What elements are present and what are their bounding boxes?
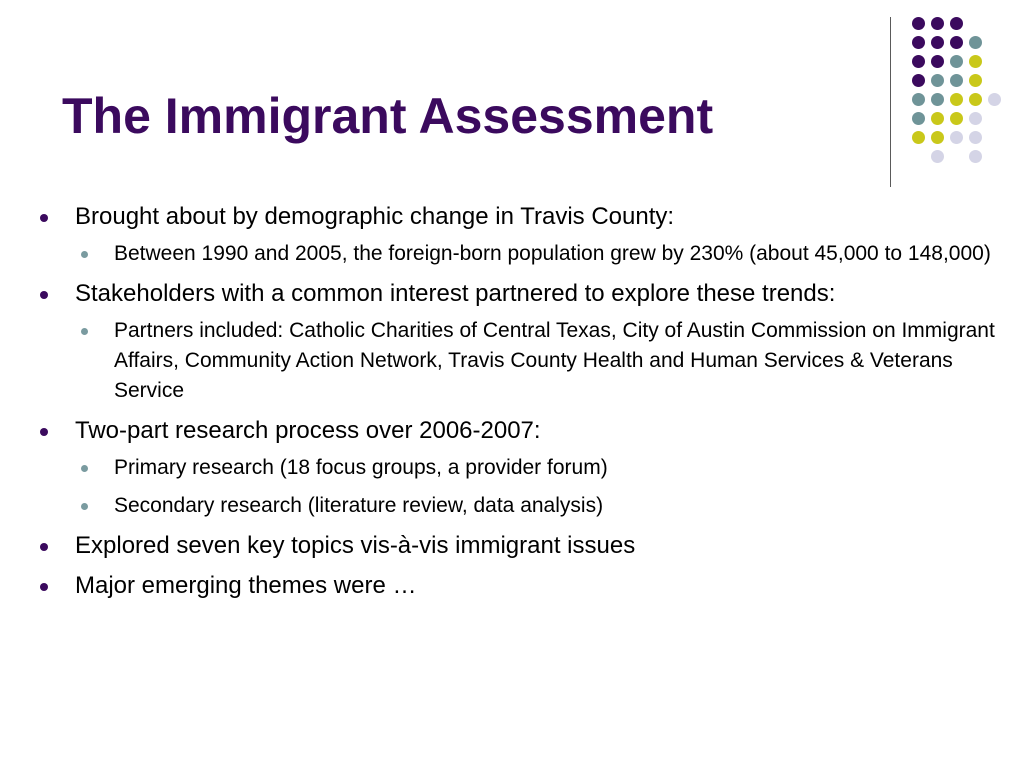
bullet-list	[40, 202, 995, 611]
decorative-dot	[931, 93, 944, 106]
sub-bullet-item	[75, 491, 995, 521]
sub-bullet-icon	[81, 503, 88, 510]
decorative-dot	[950, 17, 963, 30]
decorative-dot	[931, 150, 944, 163]
decorative-dot	[969, 150, 982, 163]
bullet-item	[40, 202, 995, 269]
decorative-dot	[912, 93, 925, 106]
sub-bullet-text: Partners included: Catholic Charities of Central Texas, City of Austin Commission on Immigrant Affairs, Community Action Network, Travis County Health and Human Services & Veterans Service	[114, 319, 995, 402]
decorative-dot	[950, 36, 963, 49]
decorative-dot	[988, 93, 1001, 106]
decorative-dot	[931, 36, 944, 49]
decorative-dot	[912, 74, 925, 87]
slide-title: The Immigrant Assessment	[62, 88, 714, 144]
bullet-text: Two-part research process over 2006-2007:	[75, 417, 541, 444]
decorative-dot	[931, 112, 944, 125]
sub-bullet-list	[75, 453, 995, 521]
bullet-item	[40, 531, 995, 561]
decorative-dot	[950, 55, 963, 68]
sub-bullet-list	[75, 316, 995, 406]
bullet-icon	[40, 543, 48, 551]
decorative-dot	[912, 131, 925, 144]
sub-bullet-text: Primary research (18 focus groups, a provider forum)	[114, 456, 608, 479]
decorative-dot	[969, 74, 982, 87]
sub-bullet-icon	[81, 251, 88, 258]
decorative-dot	[969, 55, 982, 68]
decorative-dot	[969, 93, 982, 106]
sub-bullet-item	[75, 316, 995, 406]
decorative-dot-grid	[906, 12, 1016, 172]
decorative-dot	[969, 112, 982, 125]
vertical-divider	[890, 17, 891, 187]
sub-bullet-item	[75, 239, 995, 269]
sub-bullet-icon	[81, 328, 88, 335]
bullet-icon	[40, 583, 48, 591]
bullet-text: Explored seven key topics vis-à-vis immigrant issues	[75, 532, 636, 559]
decorative-dot	[931, 55, 944, 68]
sub-bullet-list	[75, 239, 995, 269]
decorative-dot	[950, 131, 963, 144]
decorative-dot	[931, 74, 944, 87]
bullet-item	[40, 571, 995, 601]
decorative-dot	[969, 131, 982, 144]
bullet-item	[40, 279, 995, 406]
decorative-dot	[912, 55, 925, 68]
sub-bullet-item	[75, 453, 995, 483]
bullet-text: Stakeholders with a common interest partnered to explore these trends:	[75, 280, 836, 307]
sub-bullet-text: Secondary research (literature review, data analysis)	[114, 494, 604, 517]
decorative-dot	[912, 17, 925, 30]
bullet-text: Major emerging themes were …	[75, 572, 417, 599]
decorative-dot	[931, 17, 944, 30]
decorative-dot	[931, 131, 944, 144]
sub-bullet-text: Between 1990 and 2005, the foreign-born population grew by 230% (about 45,000 to 148,000)	[114, 242, 991, 265]
bullet-icon	[40, 428, 48, 436]
decorative-dot	[950, 74, 963, 87]
sub-bullet-icon	[81, 465, 88, 472]
bullet-icon	[40, 291, 48, 299]
decorative-dot	[912, 36, 925, 49]
bullet-icon	[40, 214, 48, 222]
decorative-dot	[912, 112, 925, 125]
bullet-text: Brought about by demographic change in Travis County:	[75, 203, 675, 230]
decorative-dot	[950, 112, 963, 125]
bullet-item	[40, 416, 995, 521]
decorative-dot	[969, 36, 982, 49]
decorative-dot	[950, 93, 963, 106]
